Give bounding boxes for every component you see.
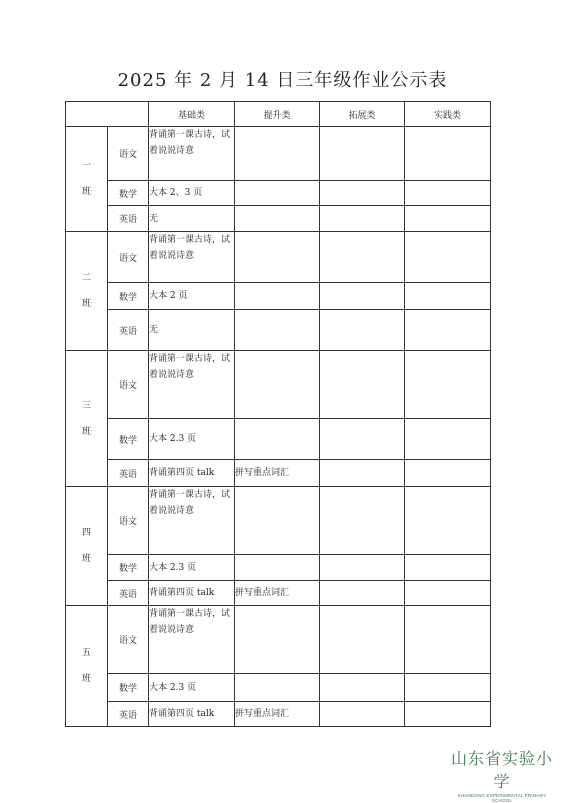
subject-cell: 数学 bbox=[108, 419, 149, 460]
table-row bbox=[66, 606, 491, 674]
basic-cell: 大本 2、3 页 bbox=[149, 181, 235, 206]
subject-cell: 语文 bbox=[108, 351, 149, 419]
practice-cell bbox=[405, 606, 491, 674]
homework-table bbox=[65, 101, 491, 727]
basic-cell: 背诵第一课古诗，试着说说诗意 bbox=[149, 351, 235, 419]
table-row bbox=[66, 310, 491, 351]
subject-cell: 英语 bbox=[108, 460, 149, 487]
improve-cell bbox=[235, 310, 320, 351]
improve-cell bbox=[235, 487, 320, 555]
practice-cell bbox=[405, 232, 491, 283]
practice-cell bbox=[405, 206, 491, 232]
table-row bbox=[66, 487, 491, 555]
subject-cell: 数学 bbox=[108, 674, 149, 702]
table-row bbox=[66, 351, 491, 419]
improve-cell bbox=[235, 127, 320, 181]
header-row bbox=[66, 102, 491, 127]
class-label-2: 二 班 bbox=[66, 232, 108, 351]
table-row bbox=[66, 181, 491, 206]
extend-cell bbox=[320, 232, 405, 283]
improve-cell bbox=[235, 555, 320, 581]
practice-cell bbox=[405, 181, 491, 206]
extend-cell bbox=[320, 127, 405, 181]
basic-cell: 大本 2.3 页 bbox=[149, 555, 235, 581]
practice-cell bbox=[405, 283, 491, 310]
basic-cell: 大本 2 页 bbox=[149, 283, 235, 310]
practice-cell bbox=[405, 702, 491, 727]
basic-cell: 背诵第一课古诗，试着说说诗意 bbox=[149, 487, 235, 555]
improve-cell bbox=[235, 674, 320, 702]
subject-cell: 语文 bbox=[108, 232, 149, 283]
improve-cell: 拼写重点词汇 bbox=[235, 702, 320, 727]
extend-cell bbox=[320, 310, 405, 351]
improve-cell: 拼写重点词汇 bbox=[235, 581, 320, 606]
basic-cell: 背诵第四页 talk bbox=[149, 460, 235, 487]
improve-cell bbox=[235, 232, 320, 283]
corner-cell bbox=[66, 102, 149, 127]
class-label-4: 四 班 bbox=[66, 487, 108, 606]
extend-cell bbox=[320, 581, 405, 606]
class-label-3: 三 班 bbox=[66, 351, 108, 487]
school-logo bbox=[447, 746, 557, 803]
school-name-cn: 山东省实验小学 bbox=[450, 749, 553, 791]
extend-cell bbox=[320, 606, 405, 674]
subject-cell: 数学 bbox=[108, 283, 149, 310]
header-extend: 拓展类 bbox=[320, 102, 405, 127]
class-label-1: 一 班 bbox=[66, 127, 108, 232]
extend-cell bbox=[320, 351, 405, 419]
basic-cell: 无 bbox=[149, 206, 235, 232]
header-practice: 实践类 bbox=[405, 102, 491, 127]
table-row bbox=[66, 702, 491, 727]
practice-cell bbox=[405, 460, 491, 487]
extend-cell bbox=[320, 206, 405, 232]
improve-cell bbox=[235, 206, 320, 232]
basic-cell: 背诵第一课古诗，试着说说诗意 bbox=[149, 232, 235, 283]
improve-cell bbox=[235, 606, 320, 674]
basic-cell: 无 bbox=[149, 310, 235, 351]
practice-cell bbox=[405, 127, 491, 181]
subject-cell: 英语 bbox=[108, 702, 149, 727]
extend-cell bbox=[320, 181, 405, 206]
subject-cell: 英语 bbox=[108, 581, 149, 606]
table-row bbox=[66, 555, 491, 581]
basic-cell: 大本 2.3 页 bbox=[149, 674, 235, 702]
header-basic: 基础类 bbox=[149, 102, 235, 127]
table-row bbox=[66, 674, 491, 702]
header-improve: 提升类 bbox=[235, 102, 320, 127]
practice-cell bbox=[405, 419, 491, 460]
basic-cell: 背诵第四页 talk bbox=[149, 581, 235, 606]
extend-cell bbox=[320, 283, 405, 310]
basic-cell: 背诵第四页 talk bbox=[149, 702, 235, 727]
subject-cell: 英语 bbox=[108, 310, 149, 351]
table-row bbox=[66, 283, 491, 310]
subject-cell: 数学 bbox=[108, 555, 149, 581]
improve-cell: 拼写重点词汇 bbox=[235, 460, 320, 487]
practice-cell bbox=[405, 674, 491, 702]
improve-cell bbox=[235, 419, 320, 460]
table-row bbox=[66, 206, 491, 232]
practice-cell bbox=[405, 351, 491, 419]
table-row bbox=[66, 127, 491, 181]
subject-cell: 语文 bbox=[108, 487, 149, 555]
page-title: 2025 年 2 月 14 日三年级作业公示表 bbox=[117, 70, 448, 91]
practice-cell bbox=[405, 581, 491, 606]
extend-cell bbox=[320, 419, 405, 460]
school-name-en: SHANDONG EXPERIMENTAL PRIMARY SCHOOL bbox=[457, 793, 547, 803]
table-row bbox=[66, 460, 491, 487]
extend-cell bbox=[320, 702, 405, 727]
improve-cell bbox=[235, 283, 320, 310]
class-label-5: 五 班 bbox=[66, 606, 108, 727]
basic-cell: 背诵第一课古诗，试着说说诗意 bbox=[149, 127, 235, 181]
subject-cell: 数学 bbox=[108, 181, 149, 206]
extend-cell bbox=[320, 674, 405, 702]
subject-cell: 英语 bbox=[108, 206, 149, 232]
improve-cell bbox=[235, 351, 320, 419]
basic-cell: 大本 2.3 页 bbox=[149, 419, 235, 460]
table-row bbox=[66, 232, 491, 283]
practice-cell bbox=[405, 555, 491, 581]
table-row bbox=[66, 581, 491, 606]
subject-cell: 语文 bbox=[108, 127, 149, 181]
extend-cell bbox=[320, 487, 405, 555]
subject-cell: 语文 bbox=[108, 606, 149, 674]
practice-cell bbox=[405, 310, 491, 351]
extend-cell bbox=[320, 555, 405, 581]
extend-cell bbox=[320, 460, 405, 487]
basic-cell: 背诵第一课古诗，试着说说诗意 bbox=[149, 606, 235, 674]
table-row bbox=[66, 419, 491, 460]
practice-cell bbox=[405, 487, 491, 555]
improve-cell bbox=[235, 181, 320, 206]
